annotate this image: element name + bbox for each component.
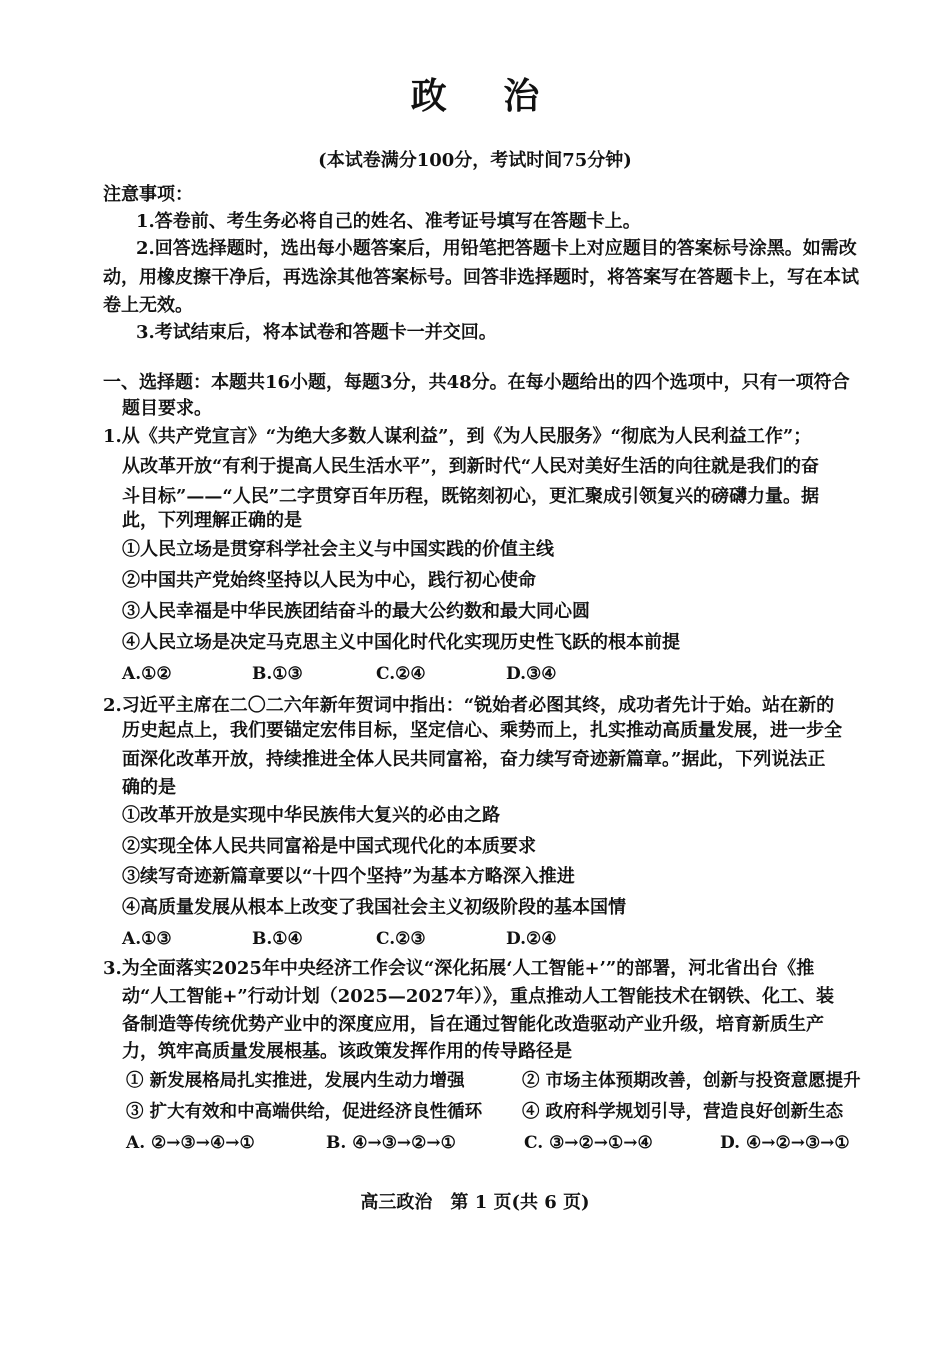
q2-stem-line: 确的是: [122, 777, 176, 798]
q1-option-c: C.②④: [376, 664, 426, 684]
q2-item: ④高质量发展从根本上改变了我国社会主义初级阶段的基本国情: [122, 897, 626, 918]
q1-stem-line: 1.从《共产党宣言》“为绝大多数人谋利益”，到《为人民服务》“彻底为人民利益工作”；: [103, 426, 812, 447]
q3-item: ① 新发展格局扎实推进，发展内生动力增强: [126, 1071, 465, 1091]
q3-item: ② 市场主体预期改善，创新与投资意愿提升: [522, 1071, 861, 1091]
notice-line: 1.答卷前、考生务必将自己的姓名、准考证号填写在答题卡上。: [136, 211, 641, 232]
notice-heading: 注意事项：: [103, 184, 193, 205]
q3-stem-line: 备制造等传统优势产业中的深度应用，旨在通过智能化改造驱动产业升级，培育新质生产: [122, 1014, 824, 1035]
q3-item: ④ 政府科学规划引导，营造良好创新生态: [522, 1102, 844, 1122]
section-heading: 一、选择题：本题共16小题，每题3分，共48分。在每小题给出的四个选项中，只有一项符合: [103, 372, 850, 393]
q3-item: ③ 扩大有效和中高端供给，促进经济良性循环: [126, 1102, 483, 1122]
q2-option-d: D.②④: [506, 929, 557, 949]
q3-option-a: A. ②→③→④→①: [126, 1133, 255, 1153]
q2-option-a: A.①③: [122, 929, 172, 949]
q2-item: ③续写奇迹新篇章要以“十四个坚持”为基本方略深入推进: [122, 866, 575, 887]
notice-line: 3.考试结束后，将本试卷和答题卡一并交回。: [136, 322, 497, 343]
notice-line: 动，用橡皮擦干净后，再选涂其他答案标号。回答非选择题时，将答案写在答题卡上，写在本试: [103, 267, 859, 288]
q2-stem-line: 面深化改革开放，持续推进全体人民共同富裕，奋力续写奇迹新篇章。”据此，下列说法正: [122, 749, 826, 770]
q2-item: ②实现全体人民共同富裕是中国式现代化的本质要求: [122, 836, 536, 857]
q3-option-b: B. ④→③→②→①: [326, 1133, 456, 1153]
q1-stem-line: 斗目标”——“人民”二字贯穿百年历程，既铭刻初心，更汇聚成引领复兴的磅礴力量。据: [122, 486, 820, 507]
q1-item: ②中国共产党始终坚持以人民为中心，践行初心使命: [122, 570, 536, 591]
exam-subtitle: (本试卷满分100分，考试时间75分钟): [318, 150, 632, 171]
q3-option-d: D. ④→②→③→①: [720, 1133, 850, 1153]
exam-title: 政 治: [410, 75, 562, 117]
q3-stem-line: 力，筑牢高质量发展根基。该政策发挥作用的传导路径是: [122, 1041, 572, 1062]
q1-stem-line: 从改革开放“有利于提高人民生活水平”，到新时代“人民对美好生活的向往就是我们的奋: [122, 456, 820, 477]
q1-option-b: B.①③: [252, 664, 303, 684]
q1-item: ①人民立场是贯穿科学社会主义与中国实践的价值主线: [122, 539, 554, 560]
notice-line: 卷上无效。: [103, 295, 193, 316]
q2-stem-line: 2.习近平主席在二〇二六年新年贺词中指出：“锐始者必图其终，成功者先计于始。站在新的: [103, 695, 835, 716]
q1-option-d: D.③④: [506, 664, 557, 684]
q1-item: ④人民立场是决定马克思主义中国化时代化实现历史性飞跃的根本前提: [122, 632, 680, 653]
q2-option-b: B.①④: [252, 929, 303, 949]
q3-stem-line: 动“人工智能+”行动计划（2025—2027年）》，重点推动人工智能技术在钢铁、化工、装: [122, 986, 834, 1007]
q3-stem-line: 3.为全面落实2025年中央经济工作会议“深化拓展‘人工智能+’”的部署，河北省出台《推: [103, 958, 815, 979]
q1-stem-line: 此，下列理解正确的是: [122, 510, 302, 531]
q2-option-c: C.②③: [376, 929, 426, 949]
q3-option-c: C. ③→②→①→④: [524, 1133, 653, 1153]
q1-item: ③人民幸福是中华民族团结奋斗的最大公约数和最大同心圆: [122, 601, 590, 622]
section-heading-cont: 题目要求。: [122, 398, 212, 419]
q1-option-a: A.①②: [122, 664, 172, 684]
q2-stem-line: 历史起点上，我们要锚定宏伟目标，坚定信心、乘势而上，扎实推动高质量发展，进一步全: [122, 720, 842, 741]
q2-item: ①改革开放是实现中华民族伟大复兴的必由之路: [122, 805, 500, 826]
notice-line: 2.回答选择题时，选出每小题答案后，用铅笔把答题卡上对应题目的答案标号涂黑。如需改: [136, 238, 857, 259]
page-footer: 高三政治 第 1 页(共 6 页): [360, 1192, 590, 1213]
